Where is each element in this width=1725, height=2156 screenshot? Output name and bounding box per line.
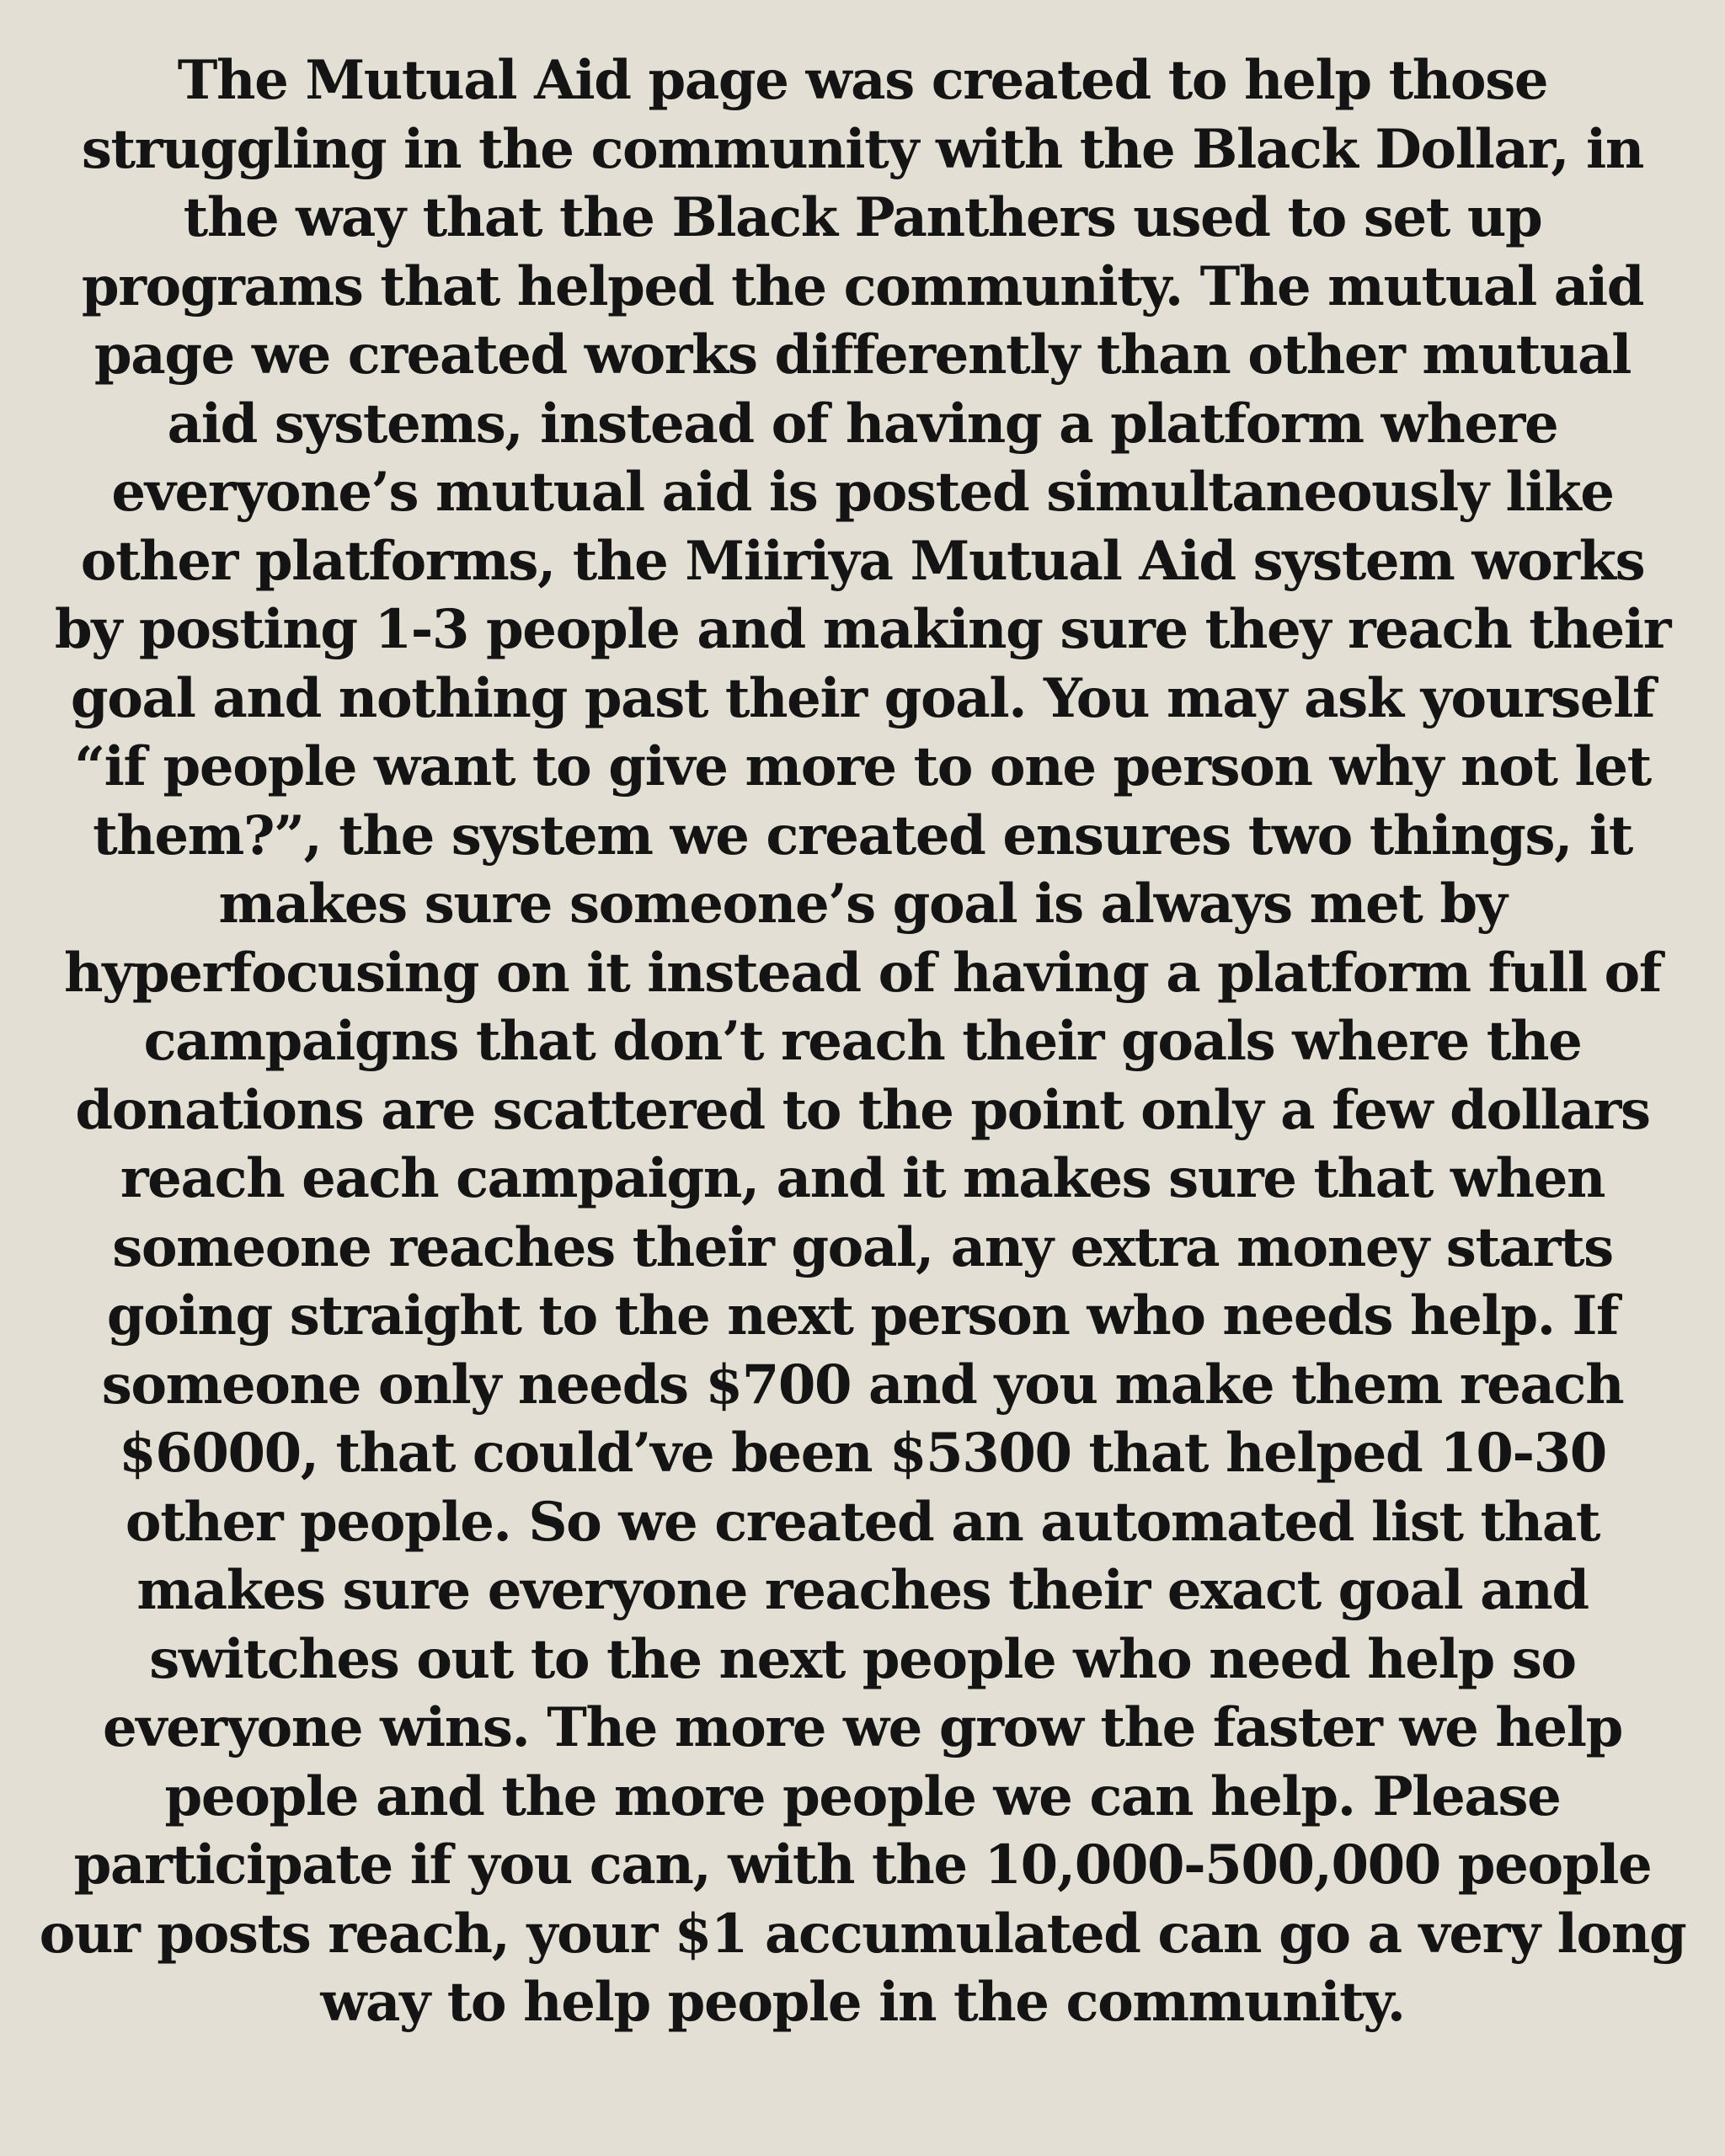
paragraph-line: people and the more people we can help. Please xyxy=(164,1764,1561,1828)
paragraph-line: way to help people in the community. xyxy=(320,1971,1405,2034)
paragraph-line: everyone’s mutual aid is posted simultaneously like xyxy=(111,461,1614,524)
paragraph-line: makes sure someone’s goal is always met by xyxy=(218,873,1507,936)
paragraph-line: struggling in the community with the Black Dollar, in xyxy=(81,117,1644,181)
paragraph-line: page we created works differently than other mutual xyxy=(93,323,1632,387)
paragraph-line: campaigns that don’t reach their goals where the xyxy=(143,1010,1582,1073)
paragraph-line: donations are scattered to the point only a few dollars xyxy=(75,1078,1650,1142)
paragraph-line: our posts reach, your $1 accumulated can go a very long xyxy=(39,1902,1686,1966)
paragraph-line: programs that helped the community. The mutual aid xyxy=(81,254,1644,318)
paragraph-line: $6000, that could’ve been $5300 that helped 10-30 xyxy=(119,1422,1606,1485)
paragraph-line: someone only needs $700 and you make them reach xyxy=(101,1353,1624,1417)
paragraph-line: switches out to the next people who need help so xyxy=(149,1627,1576,1691)
paragraph-line: them?”, the system we created ensures two things, it xyxy=(93,803,1632,867)
paragraph-line: going straight to the next person who needs help. If xyxy=(106,1284,1619,1348)
paragraph-line: makes sure everyone reaches their exact goal and xyxy=(136,1559,1589,1622)
paragraph-line: aid systems, instead of having a platform where xyxy=(167,392,1558,456)
mutual-aid-explanation-paragraph xyxy=(34,46,1691,2037)
paragraph-line: goal and nothing past their goal. You may ask yourself xyxy=(70,666,1655,730)
paragraph-line: the way that the Black Panthers used to set up xyxy=(183,186,1542,249)
paragraph-line: someone reaches their goal, any extra money starts xyxy=(112,1215,1613,1279)
paragraph-line: “if people want to give more to one person why not let xyxy=(74,735,1651,798)
paragraph-line: other people. So we created an automated list that xyxy=(125,1490,1600,1554)
paragraph-line: by posting 1-3 people and making sure they reach their xyxy=(54,598,1671,661)
paragraph-line: The Mutual Aid page was created to help those xyxy=(177,49,1548,112)
paragraph-line: hyperfocusing on it instead of having a platform full of xyxy=(64,941,1661,1005)
paragraph-line: everyone wins. The more we grow the faster we help xyxy=(102,1696,1622,1759)
paragraph-line: reach each campaign, and it makes sure that when xyxy=(120,1147,1605,1210)
paragraph-line: other platforms, the Miiriya Mutual Aid system works xyxy=(80,529,1645,593)
paragraph-line: participate if you can, with the 10,000-500,000 people xyxy=(73,1833,1652,1897)
